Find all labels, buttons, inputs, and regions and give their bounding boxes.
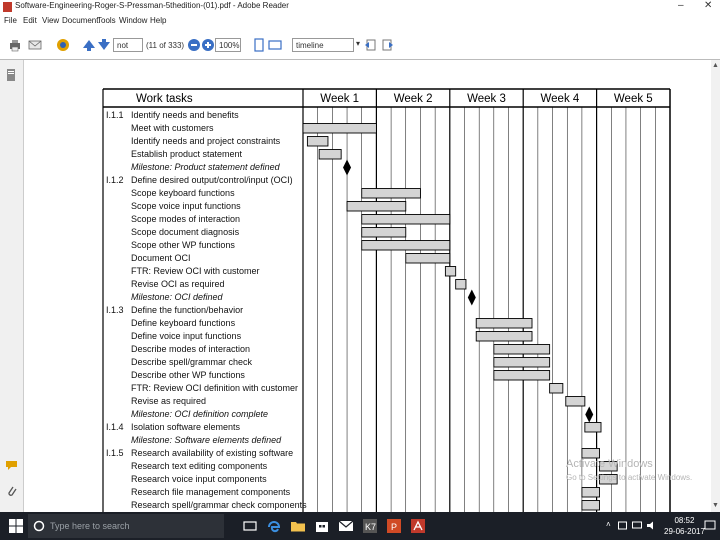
- task-label: Revise as required: [131, 396, 207, 406]
- task-bar: [406, 254, 450, 264]
- task-bar: [582, 488, 600, 498]
- task-label: Scope modes of interaction: [131, 214, 241, 224]
- task-bar: [362, 215, 450, 225]
- task-label: Define keyboard functions: [131, 318, 236, 328]
- next-page-icon[interactable]: [97, 38, 111, 52]
- watermark-subtitle: Go to Settings to activate Windows.: [566, 473, 693, 482]
- system-clock[interactable]: [664, 515, 705, 537]
- zoom-out-icon[interactable]: [187, 38, 201, 52]
- task-label: FTR: Review OCI definition with customer: [131, 383, 299, 393]
- task-label: Establish product statement: [131, 149, 243, 159]
- fit-width-icon[interactable]: [268, 38, 282, 52]
- header-week-2: Week 2: [393, 93, 433, 105]
- task-label: Meet with customers: [131, 123, 214, 133]
- clock-time: 08:52: [674, 516, 695, 525]
- task-label: Scope other WP functions: [131, 240, 235, 250]
- task-bar: [362, 228, 406, 238]
- window-title: Software-Engineering-Roger-S-Pressman-5thedition-(01).pdf - Adobe Reader: [15, 1, 289, 10]
- show-hidden-icons-icon[interactable]: ˄: [606, 520, 611, 529]
- document-view[interactable]: [24, 60, 711, 512]
- file-explorer-icon[interactable]: [290, 518, 306, 534]
- menu-bar: [0, 14, 720, 30]
- cortana-icon: [33, 520, 45, 532]
- task-bar: [362, 241, 450, 251]
- task-label: Describe modes of interaction: [131, 344, 251, 354]
- k7-antivirus-icon[interactable]: [362, 518, 378, 534]
- action-center-icon[interactable]: [704, 520, 716, 531]
- milestone-diamond: [468, 290, 476, 306]
- task-label: Research spell/grammar check components: [131, 500, 307, 510]
- task-label: Define voice input functions: [131, 331, 242, 341]
- windows-start-icon[interactable]: [8, 518, 24, 534]
- edge-browser-icon[interactable]: [266, 518, 282, 534]
- find-input[interactable]: timeline: [292, 38, 354, 52]
- milestone-label: Milestone: OCI defined: [131, 292, 223, 302]
- task-view-icon[interactable]: [242, 518, 258, 534]
- task-label: Isolation software elements: [131, 422, 241, 432]
- header-week-5: Week 5: [613, 93, 653, 105]
- attachments-icon[interactable]: [5, 484, 18, 498]
- task-bar: [445, 267, 455, 277]
- menu-edit[interactable]: Edit: [23, 16, 37, 25]
- watermark-title: Activate Windows: [566, 458, 653, 470]
- task-bar: [362, 189, 421, 199]
- header-week-3: Week 3: [467, 93, 506, 105]
- svg-text:P: P: [391, 522, 398, 532]
- menu-window[interactable]: Window: [119, 16, 148, 25]
- network-icon[interactable]: [632, 521, 642, 530]
- task-bar: [476, 319, 532, 329]
- navigation-pane: [0, 60, 24, 512]
- menu-view[interactable]: View: [42, 16, 60, 25]
- page-number-input[interactable]: not: [113, 38, 143, 52]
- svg-text:K7: K7: [365, 522, 377, 532]
- store-icon[interactable]: [314, 518, 330, 534]
- find-previous-icon[interactable]: [364, 38, 378, 52]
- activate-windows-watermark: [566, 458, 692, 482]
- menu-document[interactable]: Document: [62, 16, 99, 25]
- powerpoint-icon[interactable]: [386, 518, 402, 534]
- close-icon[interactable]: ✕: [704, 0, 713, 11]
- adobe-reader-icon: [3, 2, 12, 12]
- task-bar: [494, 345, 550, 355]
- task-label: Document OCI: [131, 253, 191, 263]
- task-bar: [550, 384, 563, 394]
- toolbar: [0, 30, 720, 60]
- battery-icon[interactable]: [618, 521, 628, 530]
- print-icon[interactable]: [8, 38, 22, 52]
- clock-date: 29-06-2017: [664, 527, 705, 536]
- task-bar: [307, 137, 328, 147]
- task-number: I.1.3: [106, 305, 124, 315]
- vertical-scrollbar[interactable]: [711, 60, 720, 512]
- task-number: I.1.5: [106, 448, 124, 458]
- task-label: Scope keyboard functions: [131, 188, 235, 198]
- task-label: Revise OCI as required: [131, 279, 225, 289]
- milestone-label: Milestone: Software elements defined: [131, 435, 282, 445]
- task-bar: [582, 449, 600, 459]
- task-bar: [585, 423, 601, 433]
- task-bar: [582, 501, 600, 511]
- comments-icon[interactable]: [5, 458, 18, 471]
- volume-icon[interactable]: [646, 521, 656, 530]
- milestone-label: Milestone: Product statement defined: [131, 162, 280, 172]
- milestone-diamond: [585, 407, 593, 423]
- fit-page-icon[interactable]: [252, 38, 266, 52]
- task-number: I.1.2: [106, 175, 124, 185]
- task-label: Research file management components: [131, 487, 291, 497]
- find-dropdown-icon[interactable]: ▾: [356, 39, 361, 48]
- pages-panel-icon[interactable]: [5, 68, 17, 82]
- menu-help[interactable]: Help: [150, 16, 167, 25]
- search-placeholder: Type here to search: [50, 521, 130, 531]
- task-bar: [476, 332, 532, 342]
- task-bar: [319, 150, 341, 160]
- taskbar: [0, 512, 720, 540]
- task-label: FTR: Review OCI with customer: [131, 266, 260, 276]
- task-bar: [566, 397, 585, 407]
- menu-file[interactable]: File: [4, 16, 17, 25]
- task-label: Research voice input components: [131, 474, 267, 484]
- header-week-4: Week 4: [540, 93, 580, 105]
- acrobat-reader-icon[interactable]: [410, 518, 426, 534]
- zoom-level-select[interactable]: 100%: [215, 38, 241, 52]
- sign-icon[interactable]: [56, 38, 70, 52]
- menu-tools[interactable]: Tools: [97, 16, 116, 25]
- email-icon[interactable]: [28, 38, 42, 52]
- zoom-in-icon[interactable]: [201, 38, 215, 52]
- find-next-icon[interactable]: [380, 38, 394, 52]
- task-label: Scope document diagnosis: [131, 227, 240, 237]
- title-bar: [0, 0, 720, 14]
- task-bar: [494, 358, 550, 368]
- task-label: Scope voice input functions: [131, 201, 241, 211]
- task-label: Define desired output/control/input (OCI): [131, 175, 293, 185]
- task-label: Define the function/behavior: [131, 305, 244, 315]
- header-work-tasks: Work tasks: [136, 93, 193, 105]
- mail-icon[interactable]: [338, 518, 354, 534]
- task-number: I.1.1: [106, 110, 124, 120]
- task-label: Research text editing components: [131, 461, 268, 471]
- task-bar: [303, 124, 376, 134]
- task-label: Identify needs and benefits: [131, 110, 239, 120]
- header-week-1: Week 1: [320, 93, 360, 105]
- scroll-down-icon[interactable]: ▼: [712, 502, 719, 509]
- milestone-label: Milestone: OCI definition complete: [131, 409, 269, 419]
- page-count: (11 of 333): [146, 41, 185, 50]
- minimize-icon[interactable]: –: [678, 0, 684, 11]
- task-bar: [347, 202, 406, 212]
- task-label: Describe other WP functions: [131, 370, 245, 380]
- task-label: Describe spell/grammar check: [131, 357, 253, 367]
- task-label: Research availability of existing software: [131, 448, 294, 458]
- task-bar: [494, 371, 550, 381]
- scroll-up-icon[interactable]: ▲: [712, 62, 719, 69]
- task-bar: [456, 280, 466, 290]
- taskbar-search-box[interactable]: [28, 514, 224, 538]
- milestone-diamond: [343, 160, 351, 176]
- task-label: Identify needs and project constraints: [131, 136, 281, 146]
- gantt-chart: [24, 60, 711, 512]
- task-number: I.1.4: [106, 422, 124, 432]
- previous-page-icon[interactable]: [82, 38, 96, 52]
